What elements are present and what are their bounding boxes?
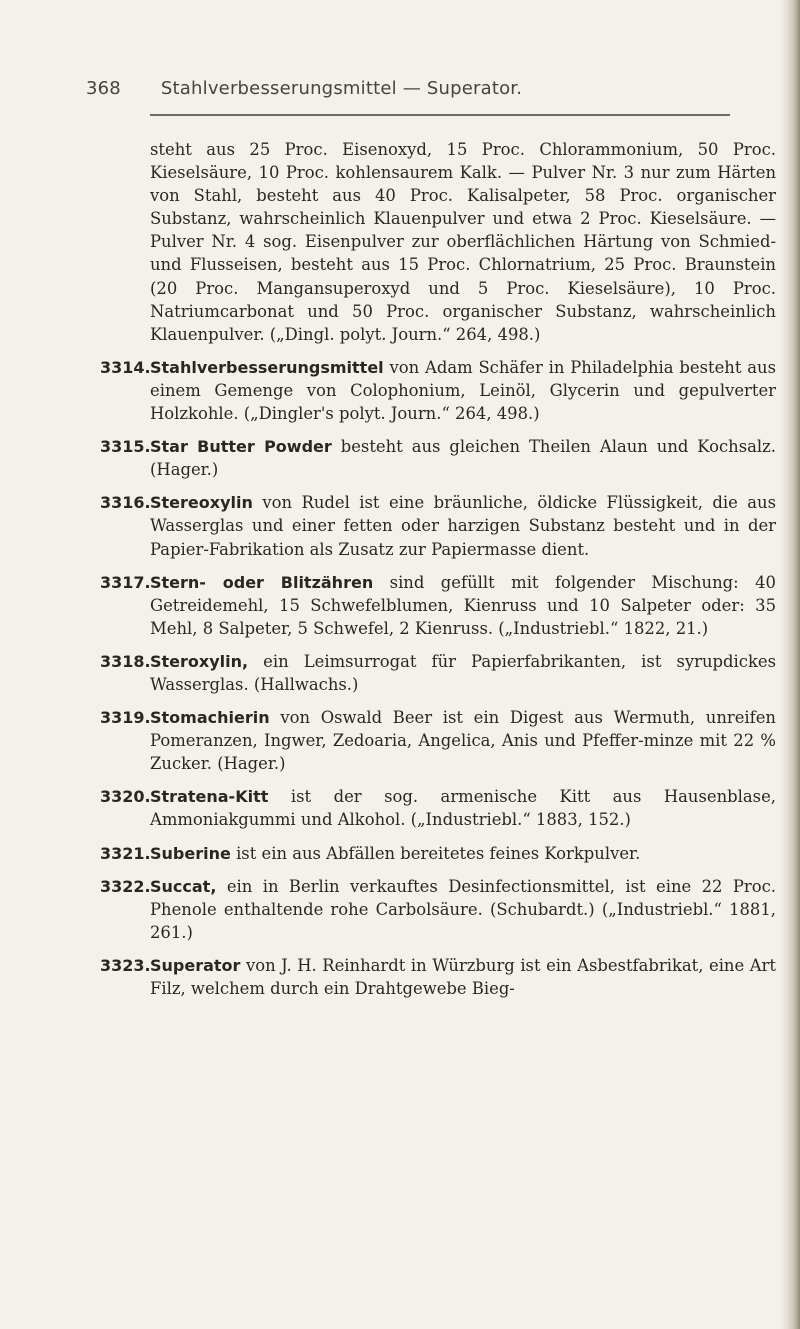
entry-3314 [100, 356, 776, 425]
entry-number: 3318. [100, 651, 151, 671]
entry-text: von Adam Schäfer in Philadelphia besteht aus einem Gemenge von Colophonium, Leinöl, Glycerin und gepulverter Holzkohle. („Dingler's polyt. Journ.“ 264, 498.) [150, 357, 776, 424]
entry-term: Stern- oder Blitzähren [150, 572, 374, 592]
entry-number: 3314. [100, 357, 151, 377]
entry-term: Stomachierin [150, 708, 270, 728]
running-title: Stahlverbesserungsmittel — Superator. [160, 78, 523, 99]
entry-body [150, 650, 776, 696]
page-edge [786, 0, 800, 1329]
entry-term: Star Butter Powder [150, 437, 332, 457]
entry-body [150, 571, 776, 640]
entry-number: 3315. [100, 437, 151, 457]
entry-body [150, 356, 776, 425]
entry-3322 [100, 875, 776, 944]
entry-number: 3321. [100, 843, 151, 863]
page-number: 368 [86, 78, 121, 99]
entry-text: ist ein aus Abfällen bereitetes feines Korkpulver. [236, 843, 641, 863]
entry-term: Superator [150, 955, 241, 975]
entry-number: 3319. [100, 708, 151, 728]
entry-3319 [100, 706, 776, 775]
entry-number: 3322. [100, 876, 151, 896]
entry-term: Succat, [150, 876, 217, 896]
entry-term: Stahlverbesserungsmittel [150, 357, 384, 377]
entry-text: sind gefüllt mit folgender Mischung: 40 Getreidemehl, 15 Schwefelblumen, Kienruss und 10 Salpeter oder: 35 Mehl, 8 Salpeter, 5 Schwefel, 2 Kienruss. („Industriebl.“ 1822, 21.) [150, 572, 776, 638]
header-rule [150, 114, 730, 116]
entry-text: ein in Berlin verkauftes Desinfectionsmittel, ist eine 22 Proc. Phenole enthaltende rohe Carbolsäure. (Schubardt.) („Industriebl.“ 1881, 261.) [150, 876, 777, 942]
entry-text: ein Leimsurrogat für Papierfabrikanten, ist syrupdickes Wasserglas. (Hallwachs.) [150, 651, 776, 694]
entry-3323 [100, 954, 776, 1000]
entry-3320 [100, 785, 776, 831]
entry-body [150, 491, 776, 560]
entry-text: von J. H. Reinhardt in Würzburg ist ein Asbestfabrikat, eine Art Filz, welchem durch ein Drahtgewebe Bieg- [150, 955, 776, 998]
entry-number: 3317. [100, 572, 151, 592]
entry-3316 [100, 491, 776, 560]
entry-text: von Oswald Beer ist ein Digest aus Wermuth, unreifen Pomeranzen, Ingwer, Zedoaria, Angelica, Anis und Pfeffer-minze mit 22 % Zucker. (Hager.) [150, 708, 776, 774]
entry-body [150, 706, 776, 775]
entry-3321 [100, 842, 776, 865]
entry-text: ist der sog. armenische Kitt aus Hausenblase, Ammoniakgummi und Alkohol. („Industriebl.“ 1883, 152.) [150, 787, 776, 830]
entry-body [150, 435, 776, 481]
entry-text: von Rudel ist eine bräunliche, öldicke Flüssigkeit, die aus Wasserglas und einer fetten oder harzigen Substanz besteht und in der Papier-Fabrikation als Zusatz zur Papiermasse dient. [150, 493, 776, 559]
entry-number: 3320. [100, 787, 151, 807]
entry-3317 [100, 571, 776, 640]
entry-number: 3316. [100, 493, 151, 513]
entry-body [150, 842, 776, 865]
continuation-paragraph: steht aus 25 Proc. Eisenoxyd, 15 Proc. Chlorammonium, 50 Proc. Kieselsäure, 10 Proc. kohlensaurem Kalk. — Pulver Nr. 3 nur zum Härten von Stahl, besteht aus 40 Proc. Kalisalpeter, 58 Proc. organischer Substanz, wahrscheinlich Klauenpulver und etwa 2 Proc. Kieselsäure. — Pulver Nr. 4 sog. Eisenpulver zur oberflächlichen Härtung von Schmied- und Flusseisen, besteht aus 15 Proc. Chlornatrium, 25 Proc. Braunstein (20 Proc. Mangansuperoxyd und 5 Proc. Kieselsäure), 10 Proc. Natriumcarbonat und 50 Proc. organischer Substanz, wahrscheinlich Klauenpulver. („Dingl. polyt. Journ.“ 264, 498.) [150, 140, 776, 344]
entry-body [150, 785, 776, 831]
page-header [86, 78, 706, 99]
entry-body [150, 954, 776, 1000]
entry-body [150, 875, 776, 944]
entry-text: besteht aus gleichen Theilen Alaun und Kochsalz. (Hager.) [150, 437, 776, 480]
entry-3315 [100, 435, 776, 481]
entry-3318 [100, 650, 776, 696]
entry-term: Suberine [150, 843, 231, 863]
entry-number: 3323. [100, 955, 151, 975]
entry-term: Steroxylin, [150, 651, 249, 671]
entry-term: Stratena-Kitt [150, 787, 269, 807]
entry-term: Stereoxylin [150, 493, 253, 513]
page-body [100, 138, 776, 1010]
